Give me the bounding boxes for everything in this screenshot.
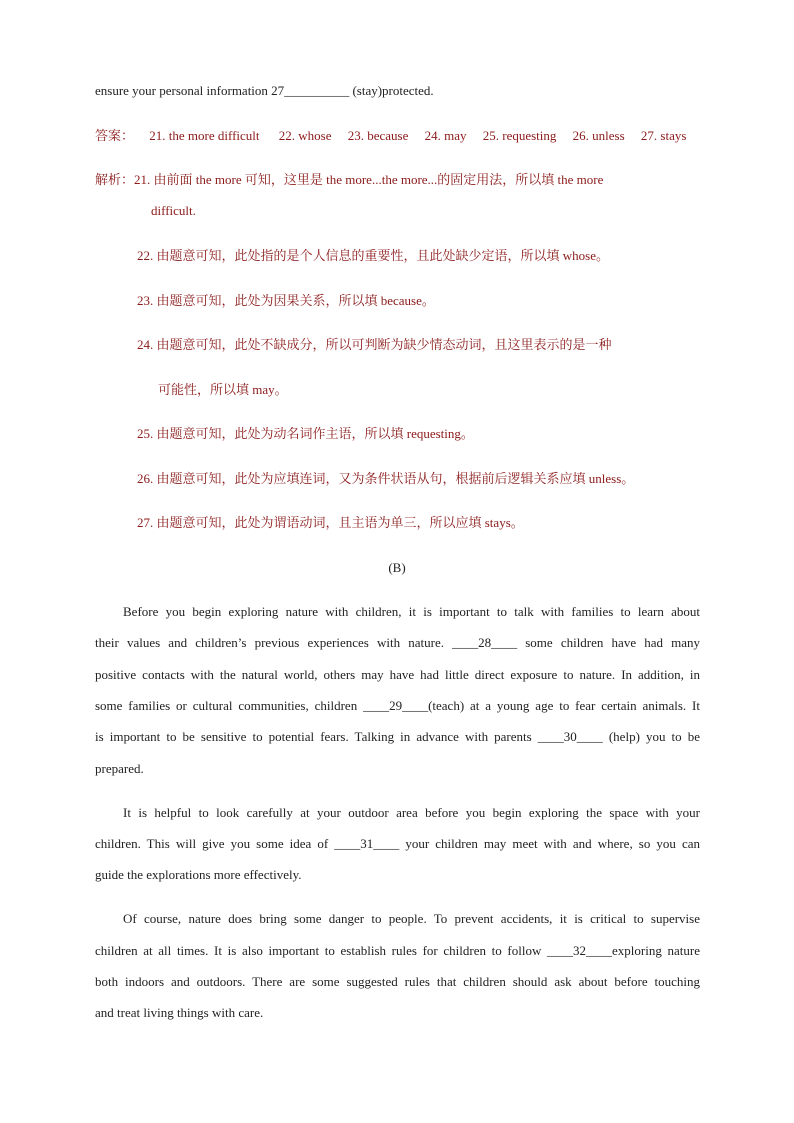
p2-line-3: guide the explorations more effectively. (95, 867, 302, 882)
p2-line-2-text-b: your children may meet with and where, so you can (399, 836, 700, 851)
answer-label: 答案： (95, 128, 135, 143)
blank-29: ____29____ (363, 698, 429, 713)
p1-line-4 (95, 697, 700, 715)
analysis-label: 解析： (95, 172, 135, 187)
p2-line-2-text-a: children. This will give you some idea of (95, 836, 335, 851)
answer-line (95, 127, 686, 145)
p1-line-2-text-a: their values and children’s previous experiences with nature. (95, 635, 453, 650)
analysis-22: 22. 由题意可知，此处指的是个人信息的重要性，且此处缺少定语，所以填 whose。 (137, 248, 609, 263)
p1-line-1: Before you begin exploring nature with children, it is important to talk with families to learn about (123, 604, 700, 619)
answer-25: 25. requesting (482, 128, 557, 143)
top-line-hint: (stay)protected. (349, 83, 434, 98)
p1-line-5-text-b: (help) you to be (602, 729, 700, 744)
blank-27: __________ (284, 83, 350, 98)
answer-21: 21. the more difficult (149, 128, 260, 143)
p1-line-4-text-a: some families or cultural communities, children (95, 698, 364, 713)
p3-line-1: Of course, nature does bring some danger to people. To prevent accidents, it is critical to supervise (123, 911, 700, 926)
top-line-text: ensure your personal information 27 (95, 83, 285, 98)
analysis-21: 21. 由前面 the more 可知，这里是 the more...the more...的固定用法，所以填 the more (134, 172, 604, 187)
p2-line-1: It is helpful to look carefully at your outdoor area before you begin exploring the space with your (123, 805, 700, 820)
p1-line-2-text-b: some children have had many (517, 635, 701, 650)
analysis-26: 26. 由题意可知，此处为应填连词，又为条件状语从句，根据前后逻辑关系应填 unless。 (137, 471, 635, 486)
blank-30: ____30____ (537, 729, 603, 744)
p3-line-4: and treat living things with care. (95, 1005, 264, 1020)
top-line (95, 82, 434, 100)
p2-line-2 (95, 835, 700, 853)
answer-27: 27. stays (640, 128, 687, 143)
analysis-23: 23. 由题意可知，此处为因果关系，所以填 because。 (137, 293, 435, 308)
p1-line-6: prepared. (95, 761, 144, 776)
p3-line-2-text-a: children at all times. It is also important to establish rules for children to follow (95, 943, 548, 958)
p3-line-3: both indoors and outdoors. There are some suggested rules that children should ask about before touching (95, 974, 700, 989)
analysis-21-cont: difficult. (151, 203, 196, 218)
p1-line-2 (95, 634, 700, 652)
p3-line-2-text-b: exploring nature (612, 943, 700, 958)
p1-line-3: positive contacts with the natural world, others may have had little direct exposure to nature. In addition, in (95, 667, 700, 682)
answer-22: 22. whose (278, 128, 332, 143)
analysis-line-21 (95, 171, 603, 189)
blank-31: ____31____ (334, 836, 400, 851)
blank-32: ____32____ (547, 943, 613, 958)
section-title: (B) (388, 560, 406, 575)
answer-23: 23. because (347, 128, 409, 143)
analysis-25: 25. 由题意可知，此处为动名词作主语，所以填 requesting。 (137, 426, 474, 441)
analysis-24: 24. 由题意可知，此处不缺成分，所以可判断为缺少情态动词，且这里表示的是一种 (137, 337, 612, 352)
blank-28: ____28____ (452, 635, 518, 650)
p1-line-5-text-a: is important to be sensitive to potential fears. Talking in advance with parents (95, 729, 538, 744)
analysis-24-cont: 可能性，所以填 may。 (158, 382, 288, 397)
answer-24: 24. may (424, 128, 467, 143)
analysis-27: 27. 由题意可知，此处为谓语动词，且主语为单三，所以应填 stays。 (137, 515, 524, 530)
p1-line-5 (95, 728, 700, 746)
p1-line-4-text-b: (teach) at a young age to fear certain animals. It (428, 698, 700, 713)
answer-26: 26. unless (572, 128, 625, 143)
p3-line-2 (95, 942, 700, 960)
